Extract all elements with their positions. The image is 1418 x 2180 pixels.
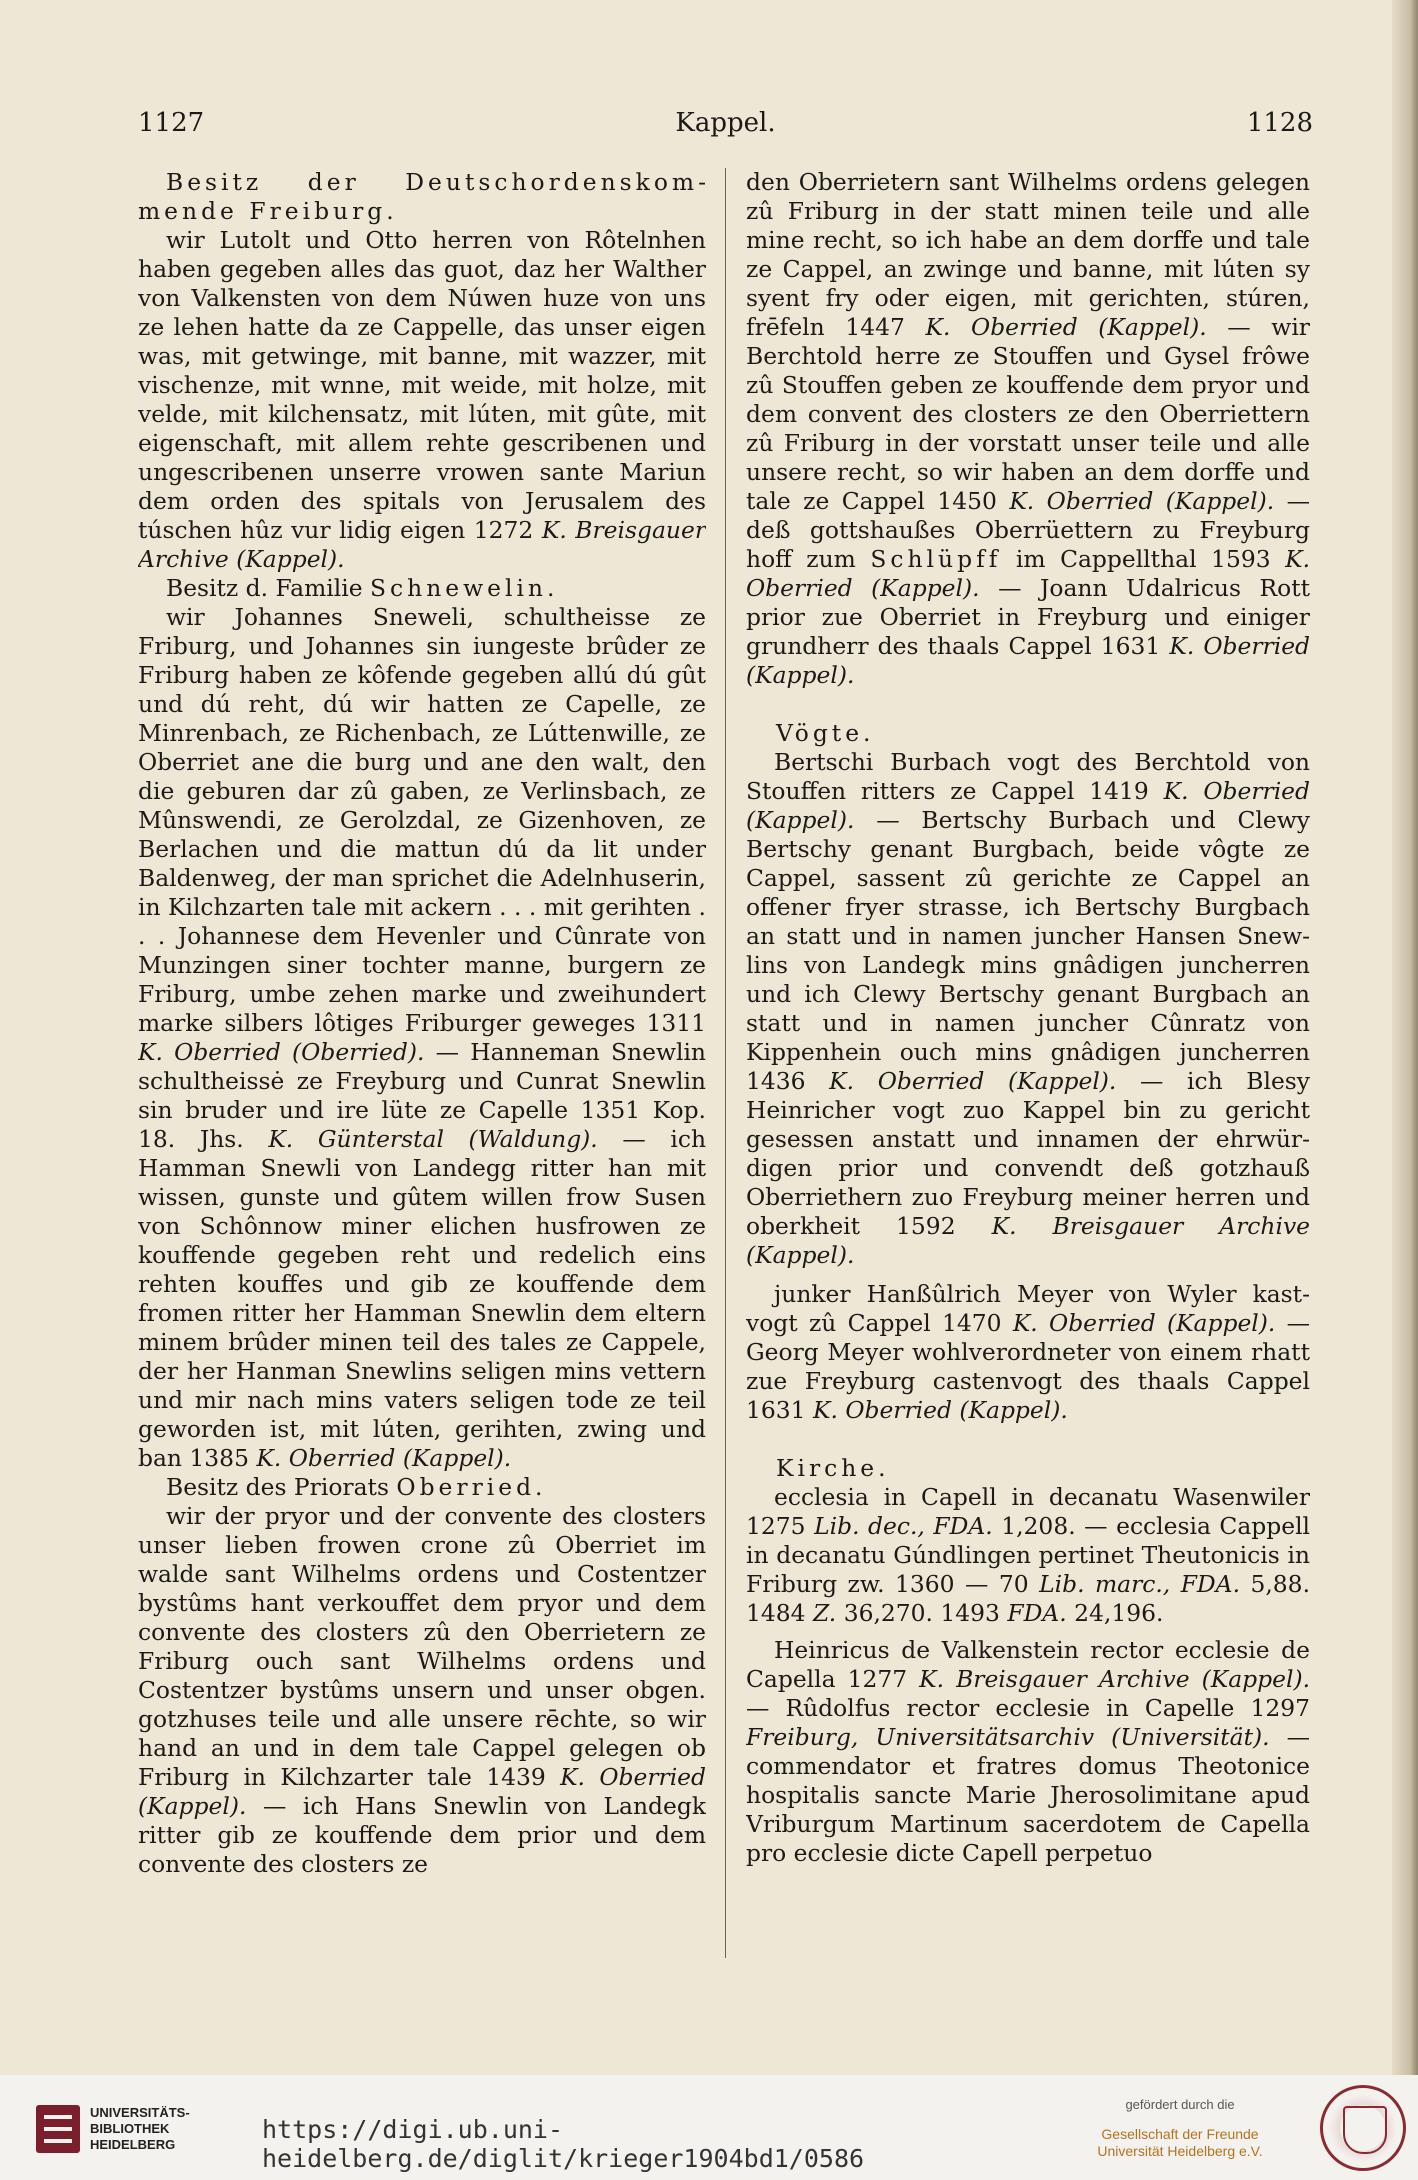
viewer-footer: [0, 2075, 1418, 2180]
sponsor-block[interactable]: gefördert durch die Gesellschaft der Freunde Universität Heidelberg e.V.: [1097, 2097, 1263, 2159]
citation: Freiburg, Universitätsarchiv (Universität).: [746, 1723, 1270, 1751]
citation: Z.: [812, 1599, 837, 1627]
column-divider: [725, 168, 726, 1958]
paragraph: Heinricus de Valkenstein rector ecclesie de Capella 1277 K. Breisgauer Archive (Kappel). — Rûdolfus rector ecclesie in Capelle 1297 Freiburg, Universitätsarchiv (Universität). — commendator et fratres domus Theotonice hospitalis sancte Marie Jherosolimitane apud Vriburgum Martinum sacerdotem de Capella pro ecclesie dicte Capell perpetuo: [746, 1636, 1310, 1867]
section-heading: Vögte.: [776, 719, 875, 747]
citation: K. Breisgauer Archive (Kappel).: [138, 516, 706, 573]
citation: K. Oberried (Kappel).: [256, 1444, 512, 1472]
section-heading: Besitz des Priorats Oberried.: [166, 1473, 547, 1501]
left-column: [138, 168, 706, 1958]
citation: K. Oberried (Kappel).: [138, 1763, 706, 1820]
citation: Lib. marc., FDA.: [1039, 1570, 1241, 1598]
paragraph: wir Johannes Sneweli, schultheisse ze Friburg, und Johannes sin iungeste brûder ze Friburg haben ze kôfende gegeben allú dú gût und dú reht, dú wir hatten ze Capelle, ze Minrenbach, ze Richenbach, ze Lúttenwille, ze Oberriet ane die burg und ane den walt, den die geburen dar zû gaben, ze Verlinsbach, ze Mûnswendi, ze Gerolzdal, ze Gizenhoven, ze Berlachen und die mattun dú da lit under Baldenweg, der man sprichet die Adelnhuserin, in Kilchzarten tale mit ackern . . . mit gerihten . . . Johannese dem Hevenler und Cûnrate von Munzingen siner tochter manne, burgern ze Friburg, umbe zehen marke und zweihundert marke silbers lôtiges Friburger geweges 1311 K. Oberried (Oberried). — Hanneman Snewlin schultheissė ze Freyburg und Cunrat Snewlin sin bruder und ire lüte ze Capelle 1351 Kop. 18. Jhs. K. Günterstal (Waldung). — ich Hamman Snewli von Landegg ritter han mit wissen, gunste und gûtem willen frow Susen von Schônnow miner elichen husfrowen ze kouffende gegeben reht und redelich eins rehten kouffes und gib ze kouffende dem fromen ritter her Hamman Snewlin dem eltern minem brûder minen teil des tales ze Cappele, der her Hanman Snewlins seligen mins vettern und mir nach mins vaters seligen tode ze teil geworden ist, mit lúten, gerihten, zwing und ban 1385 K. Oberried (Kappel).: [138, 603, 706, 1472]
section-heading: Besitz d. Familie Schnewelin.: [166, 574, 559, 602]
paragraph: ecclesia in Capell in decanatu Wasenwiler 1275 Lib. dec., FDA. 1,208. — ecclesia Cappell in decanatu Gúndlingen pertinet Theutonicis in Friburg zw. 1360 — 70 Lib. marc., FDA. 5,88. 1484 Z. 36,270. 1493 FDA. 24,196.: [746, 1483, 1310, 1627]
paragraph: Bertschi Burbach vogt des Berchtold von Stouffen ritters ze Cappel 1419 K. Oberried (Kappel). — Bertschy Burbach und Clewy Bertschy genant Burgbach, beide vôgte ze Cappel, sassent zû gerichte ze Cappel an offener fryer strasse, ich Bertschy Burgbach an statt und in namen juncher Hansen Snewlins von Landegk mins gnâdigen juncherren und ich Clewy Bertschy genant Burgbach an statt und in namen juncher Cûnratz von Kippenhein ouch mins gnâdigen juncherren 1436 K. Oberried (Kappel). — ich Blesy Heinricher vogt zuo Kappel bin zu gericht gesessen anstatt und innamen der ehrwürdigen prior und convendt deß gotzhauß Oberriethern zuo Freyburg meiner herren und oberkheit 1592 K. Breisgauer Archive (Kappel).: [746, 748, 1310, 1269]
library-name: UNIVERSITÄTS- BIBLIOTHEK HEIDELBERG: [90, 2105, 190, 2152]
citation: K. Oberried (Kappel).: [812, 1396, 1068, 1424]
citation: Lib. dec., FDA.: [814, 1512, 993, 1540]
citation: K. Oberried (Kappel).: [1009, 487, 1275, 515]
paragraph: wir Lutolt und Otto herren von Rôtelnhen haben gegeben alles das guot, daz her Walther von Valkensten von dem Núwen huze von uns ze lehen hatte da ze Cappelle, das unser eigen was, mit getwinge, mit banne, mit wazzer, mit vischenze, mit wnne, mit weide, mit holze, mit velde, mit kilchensatz, mit lúten, mit gûte, mit eigenschaft, mit allem rehte gescribenen und ungescribenen unserre vrowen sante Mariun dem orden des spitals von Jerusalem des túschen hûz vur lidig eigen 1272 K. Breisgauer Archive (Kappel).: [138, 226, 706, 573]
citation: K. Oberried (Oberried).: [138, 1038, 425, 1066]
paragraph: wir der pryor und der convente des closters unser lieben frowen crone zû Oberriet im walde sant Wilhelms ordens und Costentzer bystûms hant verkouffet dem pryor und dem convente des closters zû den Oberrietern ze Friburg ouch sant Wilhelms ordens und Costentzer bystûms unsern und unser obgen. gotzhuses teile und alle unsere rēchte, so wir hand an und in dem tale Cappel gelegen ob Friburg in Kilchzarter tale 1439 K. Oberried (Kappel). — ich Hans Snewlin von Landegk ritter gib ze kouffende dem prior und dem convente des closters ze: [138, 1502, 706, 1878]
page-spine-shadow: [1392, 0, 1418, 2075]
citation: K. Oberried (Kappel).: [746, 545, 1310, 602]
page-header: [138, 108, 1313, 148]
citation: K. Oberried (Kappel).: [746, 632, 1310, 689]
citation: FDA.: [1007, 1599, 1067, 1627]
right-column: [746, 168, 1310, 1958]
citation: K. Günterstal (Waldung).: [268, 1125, 598, 1153]
citation: K. Breisgauer Archive (Kappel).: [746, 1212, 1310, 1269]
citation: K. Oberried (Kappel).: [746, 777, 1310, 834]
citation: K. Oberried (Kappel).: [925, 313, 1207, 341]
page-number-left: 1127: [138, 108, 205, 138]
paragraph: junker Hanßûlrich Meyer von Wyler kastvogt zû Cappel 1470 K. Oberried (Kappel). — Georg Meyer wohlverordneter von einem rhatt zue Freyburg castenvogt des thaals Cappel 1631 K. Oberried (Kappel).: [746, 1280, 1310, 1424]
citation: K. Oberried (Kappel).: [1012, 1309, 1276, 1337]
paragraph: den Oberrietern sant Wilhelms ordens gelegen zû Friburg in der statt minen teile und alle mine recht, so ich habe an dem dorffe und tale ze Cappel, an zwinge und banne, mit lúten sy syent fry oder eigen, mit gerichten, stúren, frēfeln 1447 K. Oberried (Kappel). — wir Berchtold herre ze Stouffen und Gysel frôwe zû Stouffen geben ze kouffende dem pryor und dem convent des closters ze den Oberriettern zû Friburg in der vorstatt unser teile und alle unsere recht, so wir haben an dem dorffe und tale ze Cappel 1450 K. Oberried (Kappel). — deß gottshaußes Oberrüettern zu Freyburg hoff zum Schlüpff im Cappellthal 1593 K. Oberried (Kappel). — Joann Udalricus Rott prior zue Oberriet in Freyburg und einiger grundherr des thaals Cappel 1631 K. Oberried (Kappel).: [746, 168, 1310, 689]
section-heading: Kirche.: [776, 1454, 890, 1482]
permalink-url[interactable]: https://digi.ub.uni-heidelberg.de/diglit/krieger1904bd1/0586: [262, 2115, 865, 2173]
running-title: Kappel.: [675, 108, 776, 138]
university-library-logo-icon[interactable]: [36, 2105, 80, 2153]
page-number-right: 1128: [1246, 108, 1313, 138]
citation: K. Breisgauer Archive (Kappel).: [919, 1665, 1310, 1693]
section-heading: Besitz der Deutschordenskommende Freiburg.: [138, 168, 706, 225]
citation: K. Oberried (Kappel).: [829, 1067, 1117, 1095]
university-seal-icon: [1320, 2085, 1406, 2171]
